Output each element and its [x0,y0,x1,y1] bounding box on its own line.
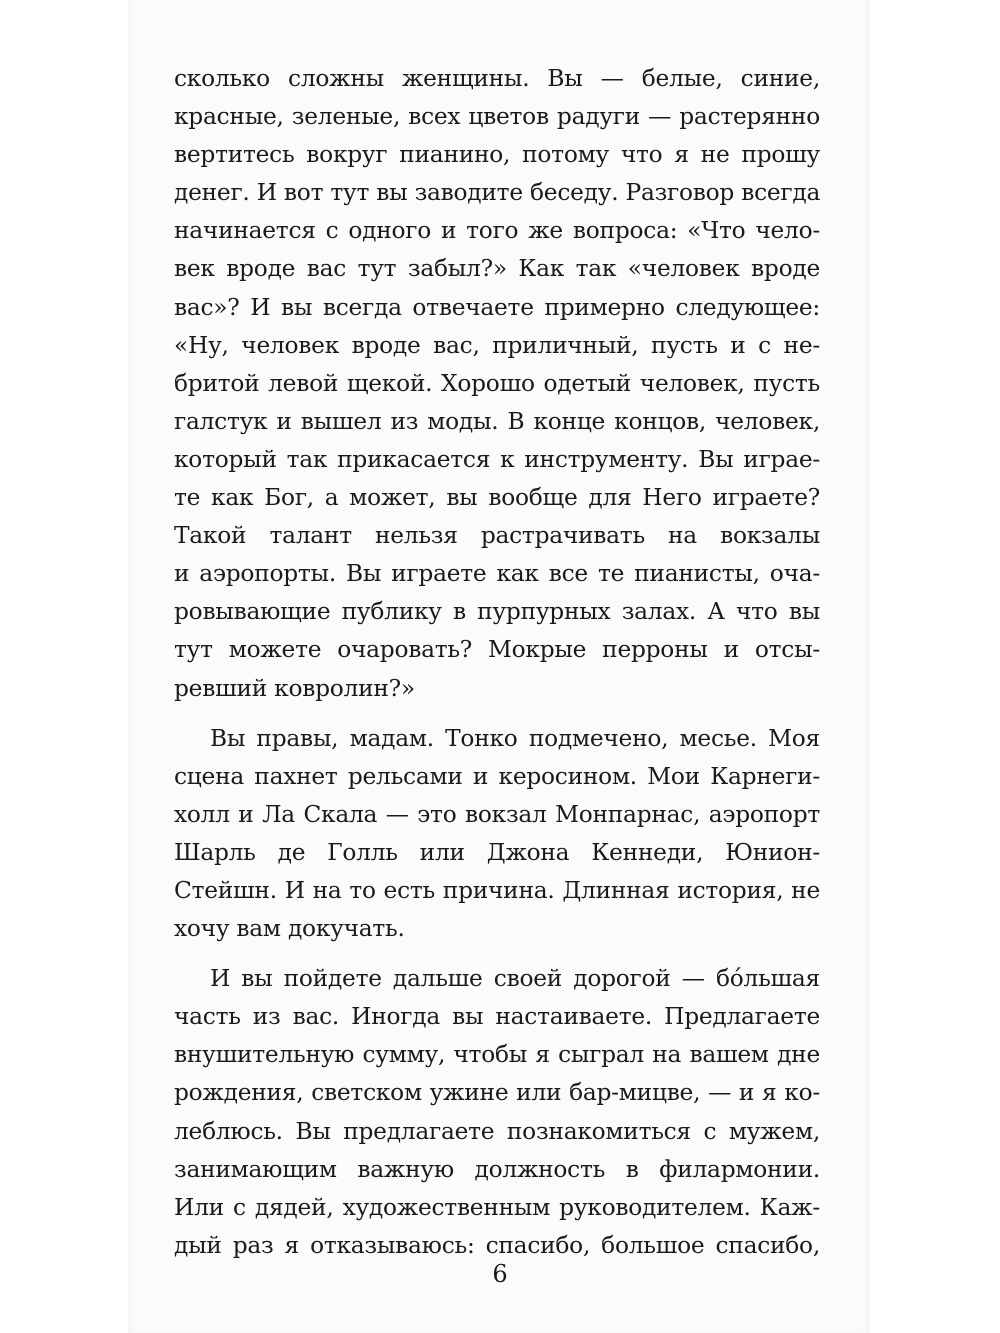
text-line: сцена пахнет рельсами и керосином. Мои Карнеги- [174,762,820,790]
text-line: внушительную сумму, чтобы я сыграл на вашем дне [174,1041,820,1069]
text-line: вас»? И вы всегда отвечаете примерно следующее: [174,293,820,321]
text-line: ровывающие публику в пурпурных залах. А что вы [174,598,820,626]
text-line: денег. И вот тут вы заводите беседу. Разговор всегда [174,179,821,207]
text-line: рождения, светском ужине или бар-мицве, — и я ко- [174,1079,820,1107]
paragraph [174,720,820,949]
text-line: век вроде вас тут забыл?» Как так «человек вроде [174,255,820,283]
text-line: «Ну, человек вроде вас, приличный, пусть и с не- [174,331,820,359]
text-line: Или с дядей, художественным руководителем. Каж- [174,1193,820,1221]
text-line: вертитесь вокруг пианино, потому что я не прошу [174,141,820,169]
paragraph [174,60,820,708]
text-line: красные, зеленые, всех цветов радуги — растерянно [174,103,820,131]
text-line: который так прикасается к инструменту. Вы играе- [174,445,820,473]
text-line: хочу вам докучать. [174,915,405,943]
text-line: бритой левой щекой. Хорошо одетый человек, пусть [174,369,820,397]
text-line: те как Бог, а может, вы вообще для Него играете? [174,484,820,512]
text-line: галстук и вышел из моды. В конце концов, человек, [174,407,820,435]
text-line: Стейшн. И на то есть причина. Длинная история, не [174,876,820,904]
text-line: холл и Ла Скала — это вокзал Монпарнас, аэропорт [174,800,820,828]
body-text [174,60,820,1265]
text-line: часть из вас. Иногда вы настаиваете. Предлагаете [174,1003,820,1031]
text-line: начинается с одного и того же вопроса: «Что чело- [174,217,820,245]
text-line: и аэропорты. Вы играете как все те пианисты, оча- [174,560,820,588]
page-number: 6 [492,1260,508,1288]
text-line: ревший ковролин?» [174,674,415,702]
paragraph [174,960,820,1265]
text-line: Вы правы, мадам. Тонко подмечено, месье. Моя [210,724,820,752]
text-line: леблюсь. Вы предлагаете познакомиться с мужем, [174,1117,820,1145]
text-line: тут можете очаровать? Мокрые перроны и отсы- [174,636,820,664]
text-line: Такой талант нельзя растрачивать на вокзалы [174,522,820,550]
text-line: Шарль де Голль или Джона Кеннеди, Юнион- [174,838,820,866]
text-line: сколько сложны женщины. Вы — белые, синие, [174,65,820,92]
text-line: И вы пойдете дальше своей дорогой — бóльшая [210,965,820,993]
text-line: занимающим важную должность в филармонии. [174,1155,820,1183]
text-line: дый раз я отказываюсь: спасибо, большое спасибо, [174,1231,820,1259]
